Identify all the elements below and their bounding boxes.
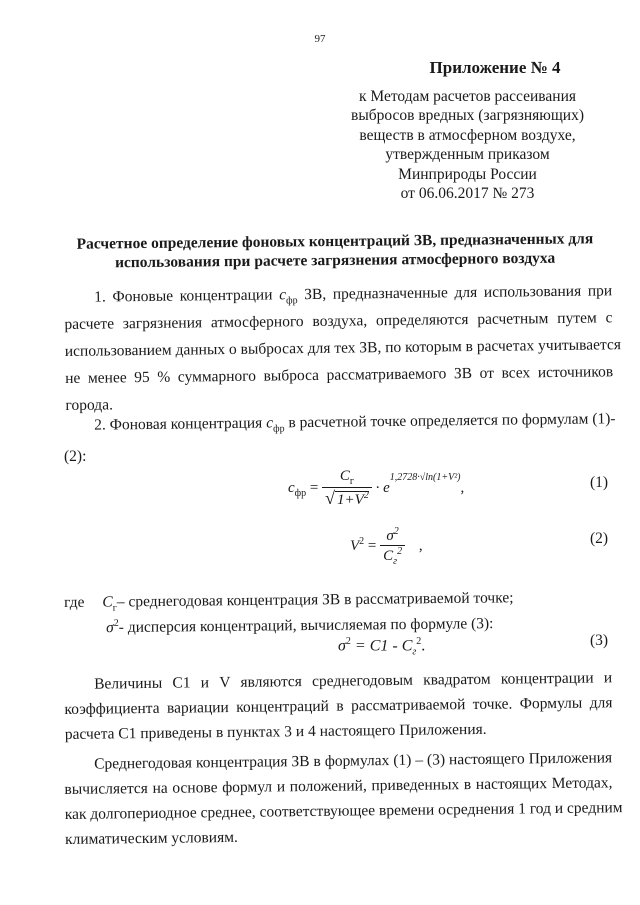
paragraph-line: использованием данных о выбросах для тех ЗВ, по которым в расчетах учитывается <box>64 336 622 360</box>
paragraph-line: 1. Фоновые концентрации $c_{фр}$ ЗВ, предназначенные для использования при <box>94 282 613 307</box>
approval-line: утвержденным приказом <box>385 146 550 164</box>
formula-2-number: (2) <box>590 530 609 547</box>
paragraph-2-cont: (2): <box>64 448 87 465</box>
approval-line: к Методам расчетов рассеивания <box>358 88 577 105</box>
section-heading <box>40 229 630 273</box>
formula-1: $c_{фр}$ = $\frac{C_г}{√ 1+V^2}$ · $e^{1,2728\cdot√ln(1+V^2)}$, <box>288 468 465 508</box>
paragraph-line: как долгопериодное среднее, соответствующее времени осреднения 1 год и средним <box>64 799 623 823</box>
approval-block <box>345 87 590 203</box>
paragraph-line: города. <box>65 396 114 414</box>
paragraph-3 <box>64 665 613 747</box>
paragraph-line: расчета С1 приведены в пунктах 3 и 4 настоящего Приложения. <box>64 720 487 743</box>
paragraph-line: Величины С1 и V являются среднегодовым квадратом концентрации и <box>94 669 613 693</box>
paragraph-line: 2. Фоновая концентрация $c_{фр}$ в расчетной точке определяется по формулам (1)- <box>94 410 616 435</box>
paragraph-line: вычисляется на основе формул и положений, приведенных в настоящих Методах, <box>64 774 613 798</box>
formula-1-number: (1) <box>590 474 609 491</box>
paragraph-line: не менее 95 % суммарного выброса рассматриваемого ЗВ от всех источников <box>65 363 614 387</box>
paragraph-line: расчете загрязнения атмосферного воздуха, определяются расчетным путем с <box>64 309 613 333</box>
paragraph-4 <box>64 745 623 852</box>
paragraph-line: коэффициента вариации концентраций в рассматриваемой точке. Формулы для <box>64 694 613 718</box>
paragraph-line: Среднегодовая концентрация ЗВ в формулах (1) – (3) настоящего Приложения <box>94 749 613 773</box>
formula-3-number: (3) <box>590 632 609 649</box>
heading-line: использования при расчете загрязнения атмосферного воздуха <box>114 249 556 272</box>
appendix-title: Приложение № 4 <box>429 58 561 77</box>
var-c: c <box>279 286 287 304</box>
where-definition-2: $\sigma^2-$ дисперсия концентраций, вычисляемая по формуле (3): <box>106 615 494 637</box>
formula-2: $V^2$ = $\frac{\sigma^2}{C_г^2}$ , <box>350 526 423 567</box>
approval-line: выбросов вредных (загрязняющих) <box>351 107 584 125</box>
formula-3: $\sigma^2 = C1 - C_г^2$. <box>338 636 426 658</box>
approval-line: от 06.06.2017 № 273 <box>400 185 535 203</box>
page-number: 97 <box>314 33 326 45</box>
heading-line: Расчетное определение фоновых концентраций ЗВ, предназначенных для <box>76 230 594 253</box>
approval-line: Минприроды России <box>398 165 537 183</box>
approval-line: веществ в атмосферном воздухе, <box>359 126 576 144</box>
where-definition-1: где $C_г-$ среднегодовая концентрация ЗВ в рассматриваемой точке; <box>64 589 514 614</box>
paragraph-1 <box>64 277 622 419</box>
paragraph-2 <box>64 405 616 439</box>
paragraph-line: климатическим условиям. <box>64 828 238 848</box>
